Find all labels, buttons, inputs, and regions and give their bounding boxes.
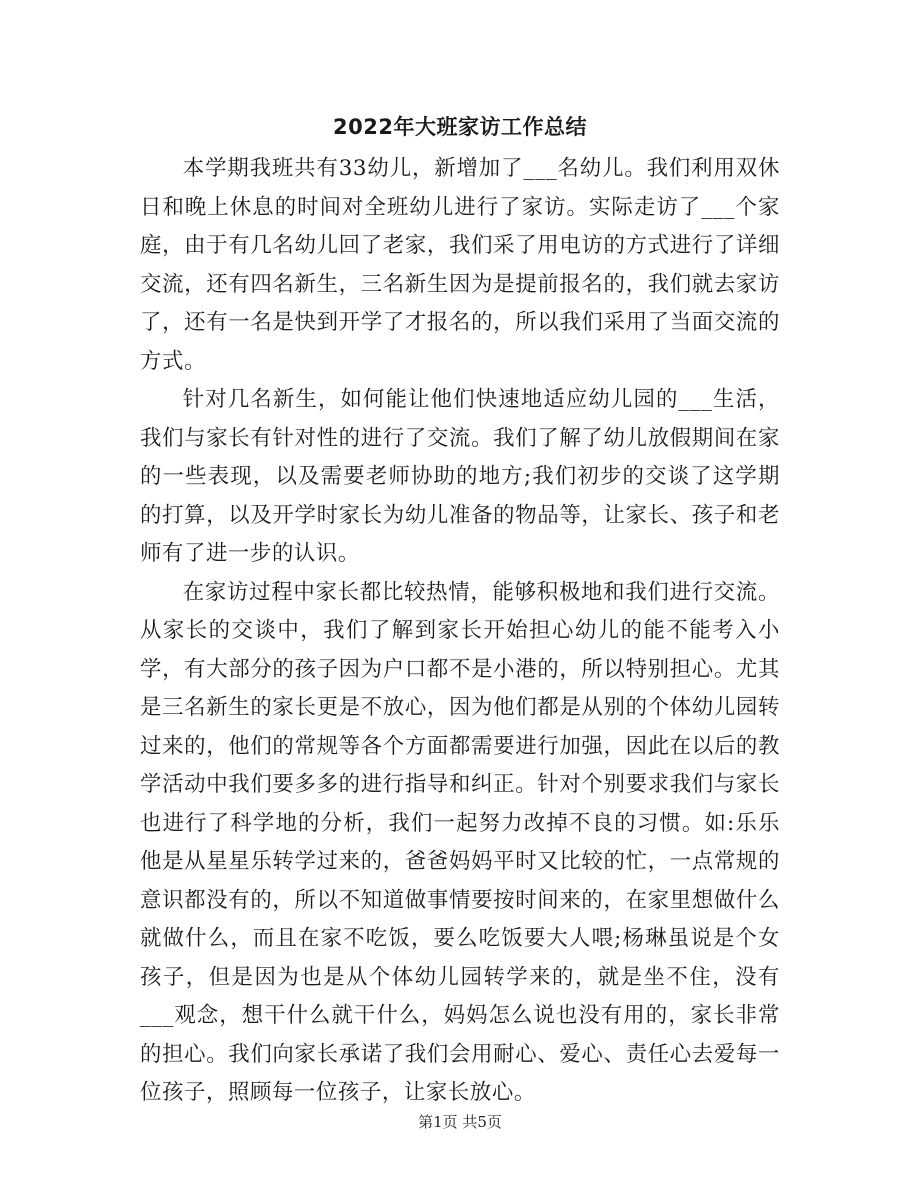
- document-title: 2022年大班家访工作总结: [333, 115, 587, 139]
- paragraph-1: 本学期我班共有33幼儿，新增加了___名幼儿。我们利用双休日和晚上休息的时间对全班幼儿进行了家访。实际走访了___个家庭，由于有几名幼儿回了老家，我们采了用电访的方式进行了详细交流，还有四名新生，三名新生因为是提前报名的，我们就去家访了，还有一名是快到开学了才报名的，所以我们采用了当面交流的方式。: [140, 156, 780, 374]
- document-body: [140, 150, 780, 1113]
- paragraph-3: 在家访过程中家长都比较热情，能够积极地和我们进行交流。从家长的交谈中，我们了解到家长开始担心幼儿的能不能考入小学，有大部分的孩子因为户口都不是小港的，所以特别担心。尤其是三名新生的家长更是不放心，因为他们都是从别的个体幼儿园转过来的，他们的常规等各个方面都需要进行加强，因此在以后的教学活动中我们要多多的进行指导和纠正。针对个别要求我们与家长也进行了科学地的分析，我们一起努力改掉不良的习惯。如:乐乐他是从星星乐转学过来的，爸爸妈妈平时又比较的忙，一点常规的意识都没有的，所以不知道做事情要按时间来的，在家里想做什么就做什么，而且在家不吃饭，要么吃饭要大人喂;杨琳虽说是个女孩子，但是因为也是从个体幼儿园转学来的，就是坐不住，没有___观念，想干什么就干什么，妈妈怎么说也没有用的，家长非常的担心。我们向家长承诺了我们会用耐心、爱心、责任心去爱每一位孩子，照顾每一位孩子，让家长放心。: [140, 579, 780, 1105]
- paragraph-2: 针对几名新生，如何能让他们快速地适应幼儿园的___生活，我们与家长有针对性的进行了交流。我们了解了幼儿放假期间在家的一些表现，以及需要老师协助的地方;我们初步的交谈了这学期的打算，以及开学时家长为幼儿准备的物品等，让家长、孩子和老师有了进一步的认识。: [140, 387, 780, 566]
- page-footer: 第1页 共5页: [418, 1113, 502, 1131]
